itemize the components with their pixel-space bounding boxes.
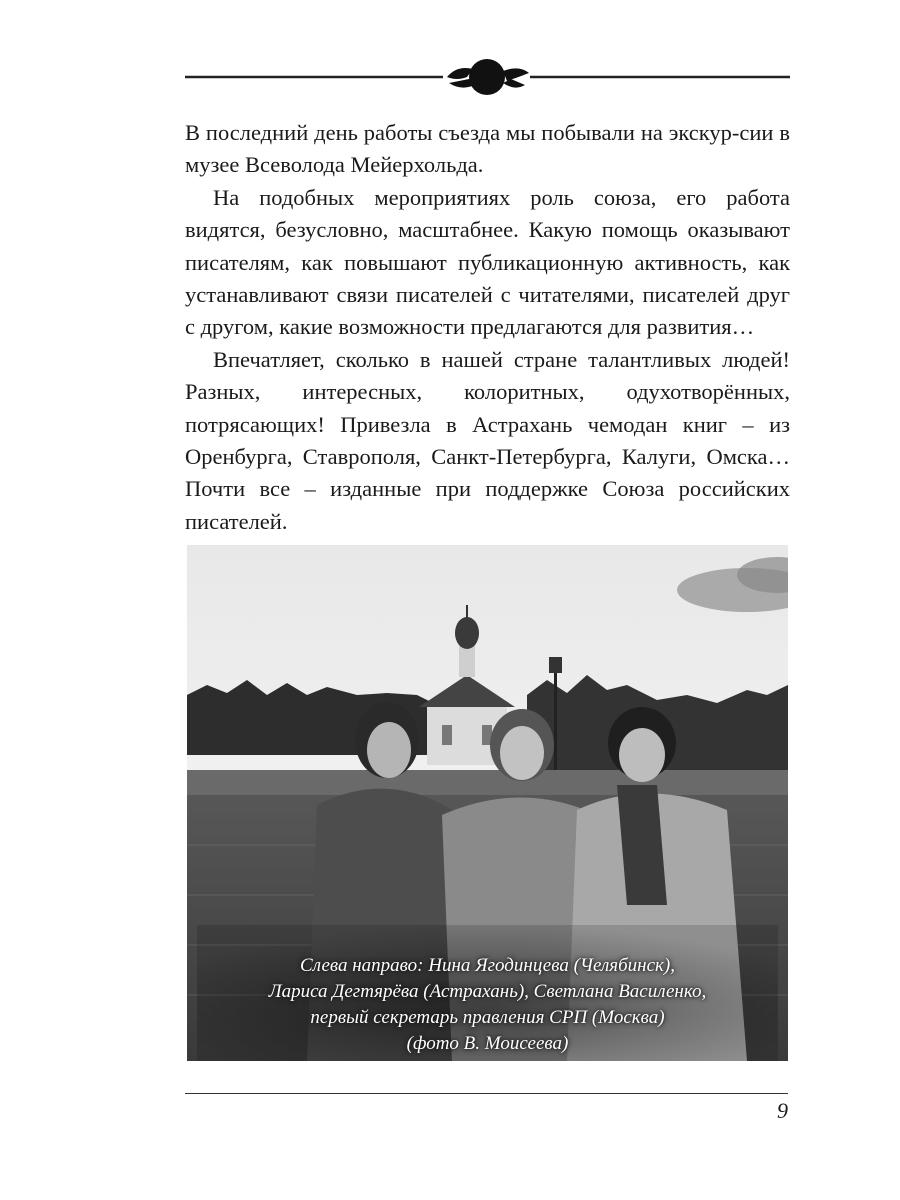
page-number: 9	[777, 1098, 788, 1123]
photo-caption	[187, 953, 788, 1057]
ornament-icon	[185, 55, 790, 100]
caption-line: Лариса Дегтярёва (Астрахань), Светлана Василенко,	[268, 981, 707, 1002]
caption-line: первый секретарь правления СРП (Москва)	[310, 1007, 665, 1028]
paragraph: Впечатляет, сколько в нашей стране талантливых людей! Разных, интересных, колоритных, одухотворённых, потрясающих! Привезла в Астрахань чемодан книг – из Оренбурга, Ставрополя, Санкт-Петербурга, Калуги, Омска… Почти все – изданные при поддержке Союза российских писателей.	[185, 346, 790, 534]
body-text	[185, 117, 790, 538]
paragraph: На подобных мероприятиях роль союза, его работа видятся, безусловно, масштабнее. Какую помощь оказывают писателям, как повышают публикационную активность, как устанавливают связи писателей с читателями, писателей друг с другом, какие возможности предлагаются для развития…	[185, 184, 790, 340]
group-photo	[187, 545, 788, 1061]
header-ornament	[185, 55, 790, 100]
caption-line: (фото В. Моисеева)	[406, 1033, 569, 1054]
footer-divider	[185, 1093, 788, 1094]
caption-line: Слева направо: Нина Ягодинцева (Челябинск),	[300, 955, 675, 976]
paragraph: В последний день работы съезда мы побывали на экскур-сии в музее Всеволода Мейерхольда.	[185, 120, 790, 178]
